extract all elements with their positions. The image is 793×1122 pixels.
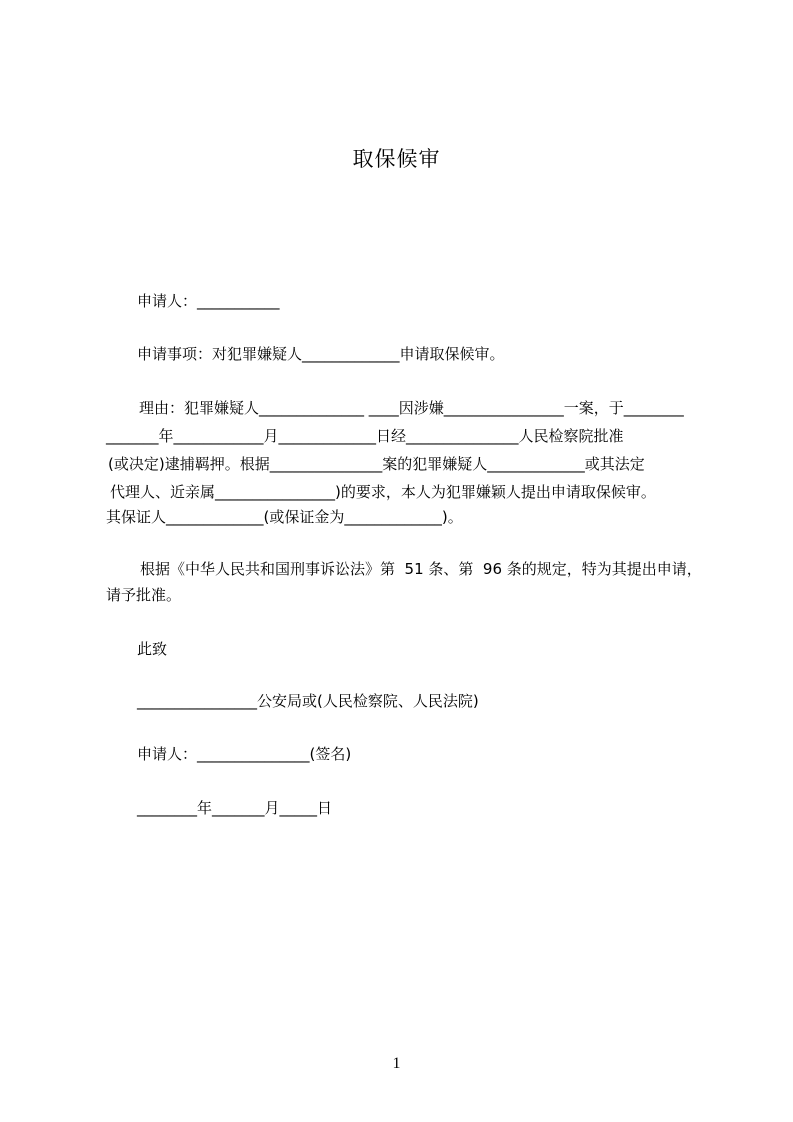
document-title: 取保候审 [352, 147, 441, 171]
reason-line-2: _______年____________月_____________日经_______________人民检察院批准 [106, 427, 624, 445]
reason-line-5: 其保证人_____________(或保证金为_____________)。 [106, 508, 463, 526]
applicant-line: 申请人：___________ [137, 292, 280, 310]
date-line: ________年_______月_____日 [137, 799, 333, 817]
reason-line-4: 代理人、近亲属________________)的要求，本人为犯罪嫌颖人提出申请取保候审。 [110, 483, 656, 501]
reason-line-1: 理由：犯罪嫌疑人______________ ____因涉嫌________________一案，于________ [139, 399, 684, 417]
recipient-line: ________________公安局或(人民检察院、人民法院) [137, 692, 479, 710]
page-number: 1 [392, 1055, 401, 1072]
reason-line-3: (或决定)逮捕羁押。根据_______________案的犯罪嫌疑人_____________或其法定 [108, 455, 645, 473]
matter-line: 申请事项：对犯罪嫌疑人_____________申请取保候审。 [137, 345, 505, 363]
basis-line-1: 根据《中华人民共和国刑事诉讼法》第 51 条、第 96 条的规定，特为其提出申请， [140, 560, 702, 578]
basis-line-2: 请予批准。 [106, 586, 182, 604]
salutation: 此致 [137, 640, 168, 658]
signature-line: 申请人：_______________(签名) [137, 745, 352, 763]
